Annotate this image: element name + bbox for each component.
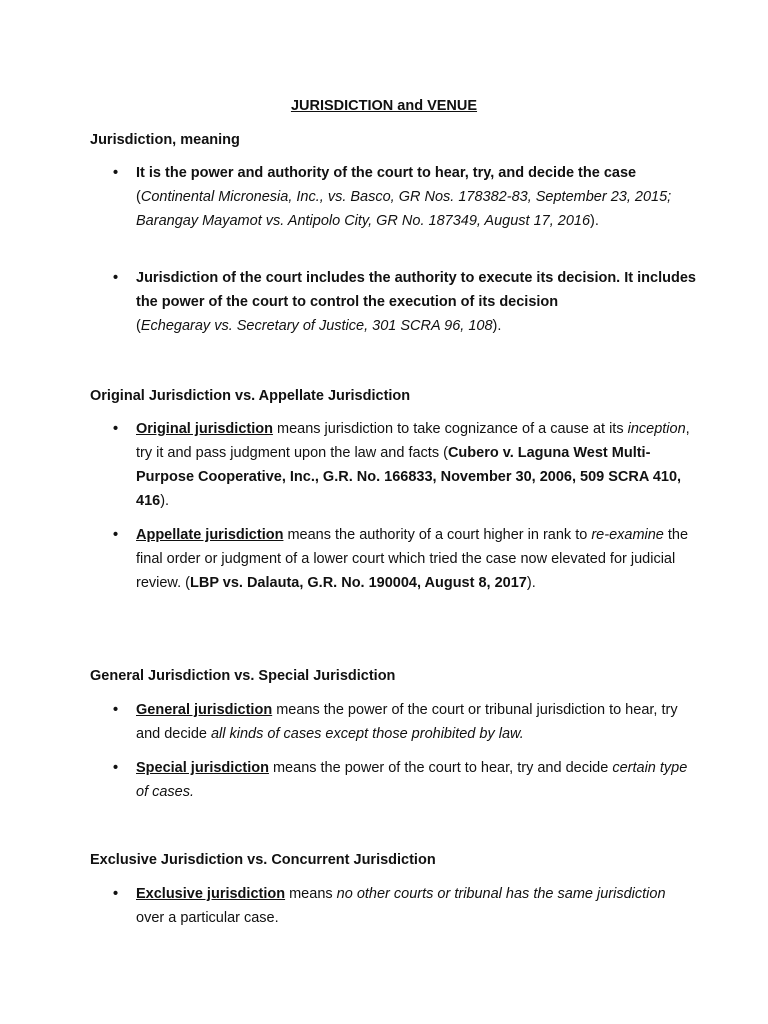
term-exclusive-jurisdiction: Exclusive jurisdiction bbox=[136, 886, 286, 902]
definition-text: over a particular case. bbox=[136, 910, 279, 926]
emphasis-text: inception bbox=[627, 421, 686, 437]
bullet-paragraph bbox=[136, 266, 696, 338]
citation-text: Echegaray vs. Secretary of Justice, 301 SCRA 96, 108 bbox=[140, 318, 493, 334]
document-title: JURISDICTION and VENUE bbox=[290, 98, 478, 114]
definition-text: means the authority of a court higher in rank to bbox=[283, 527, 592, 543]
definition-text: means jurisdiction to take cognizance of a cause at its bbox=[272, 421, 628, 437]
paren-open: ( bbox=[136, 189, 141, 205]
definition-text: , try it and pass judgment upon the law and facts ( bbox=[136, 421, 690, 461]
bullet-marker: • bbox=[113, 760, 119, 776]
section-heading-exclusive-vs-concurrent: Exclusive Jurisdiction vs. Concurrent Jurisdiction bbox=[90, 852, 436, 868]
bullet-marker: • bbox=[113, 270, 119, 286]
definition-text: means bbox=[285, 886, 337, 902]
section-heading-jurisdiction-meaning: Jurisdiction, meaning bbox=[90, 132, 240, 148]
paren-close: ). bbox=[526, 575, 536, 591]
paren-close: ). bbox=[590, 213, 599, 229]
bullet-marker: • bbox=[113, 886, 119, 902]
citation-text: LBP vs. Dalauta, G.R. No. 190004, August 8, 2017 bbox=[190, 575, 527, 591]
bullet-marker: • bbox=[113, 421, 119, 437]
paren-close: ). bbox=[492, 318, 502, 334]
emphasis-text: re-examine bbox=[591, 527, 664, 543]
term-appellate-jurisdiction: Appellate jurisdiction bbox=[136, 527, 284, 543]
section-heading-original-vs-appellate: Original Jurisdiction vs. Appellate Jurisdiction bbox=[90, 388, 411, 404]
bullet-marker: • bbox=[113, 527, 119, 543]
term-special-jurisdiction: Special jurisdiction bbox=[136, 760, 269, 776]
definition-text: the final order or judgment of a lower court which tried the case now elevated for judicial review. ( bbox=[136, 527, 689, 591]
citation-text: Continental Micronesia, Inc., vs. Basco, GR Nos. 178382-83, September 23, 2015; Barangay Mayamot vs. Antipolo City, GR No. 187349, August 17, 2016 bbox=[136, 189, 672, 229]
bullet-paragraph bbox=[136, 756, 696, 804]
emphasis-text: all kinds of cases except those prohibited by law. bbox=[210, 726, 524, 742]
paren-close: ). bbox=[160, 493, 170, 509]
bullet-marker: • bbox=[113, 702, 119, 718]
bullet-paragraph bbox=[136, 698, 696, 746]
bullet-marker: • bbox=[113, 165, 119, 181]
paren-open: ( bbox=[136, 318, 141, 334]
citation-text: Cubero v. Laguna West Multi-Purpose Cooperative, Inc., G.R. No. 166833, November 30, 2006, 509 SCRA 410, 416 bbox=[136, 445, 682, 509]
bullet-paragraph bbox=[136, 417, 696, 513]
term-original-jurisdiction: Original jurisdiction bbox=[136, 421, 273, 437]
emphasis-text: certain type of cases. bbox=[136, 760, 688, 800]
term-general-jurisdiction: General jurisdiction bbox=[136, 702, 273, 718]
definition-text: It is the power and authority of the court to hear, try, and decide the case bbox=[136, 165, 637, 181]
definition-text: Jurisdiction of the court includes the authority to execute its decision. It includes the power of the court to control the execution of its decision bbox=[136, 270, 696, 310]
bullet-paragraph bbox=[136, 523, 696, 595]
definition-text: means the power of the court or tribunal jurisdiction to hear, try and decide bbox=[136, 702, 678, 742]
section-heading-general-vs-special: General Jurisdiction vs. Special Jurisdiction bbox=[90, 668, 396, 684]
definition-text: means the power of the court to hear, try and decide bbox=[268, 760, 613, 776]
emphasis-text: no other courts or tribunal has the same jurisdiction bbox=[336, 886, 666, 902]
bullet-paragraph bbox=[136, 161, 696, 233]
bullet-paragraph bbox=[136, 882, 696, 930]
